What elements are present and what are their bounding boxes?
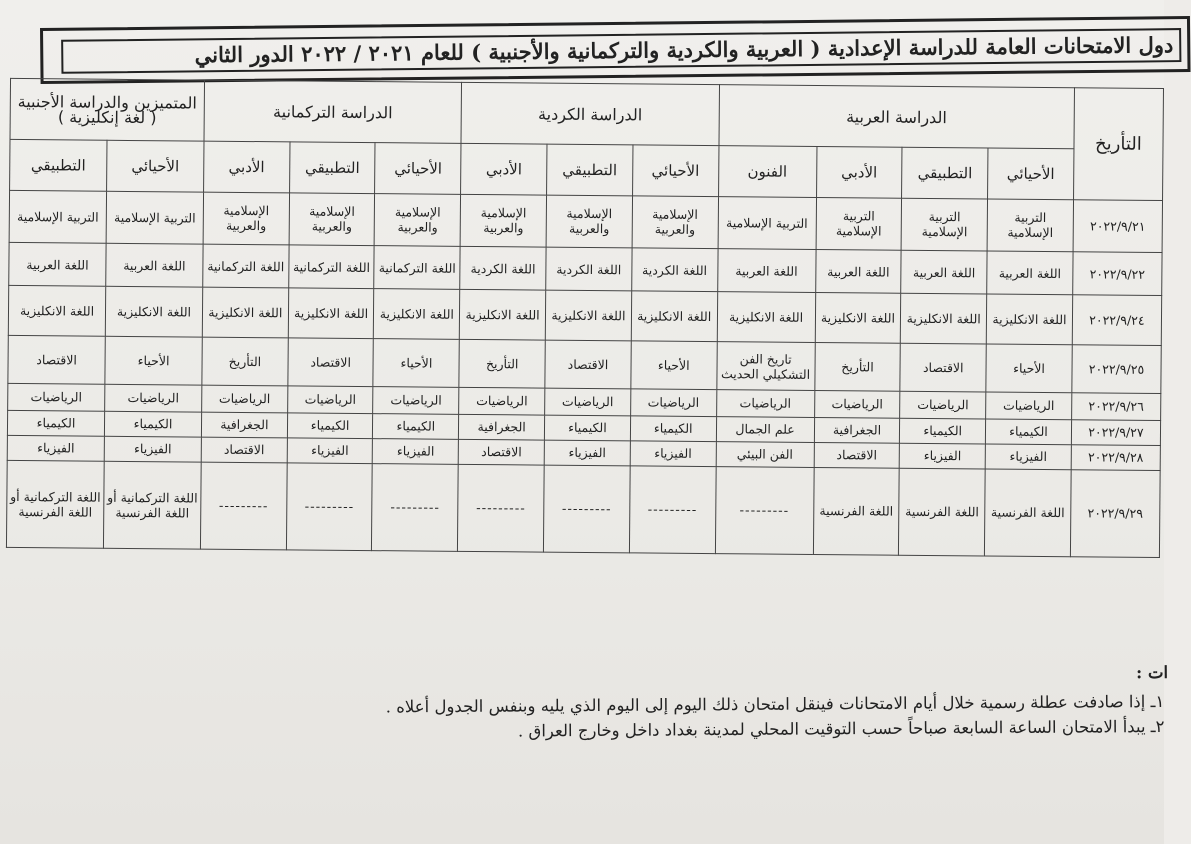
group-header: الدراسة التركمانية xyxy=(204,80,462,143)
subject-cell: الإسلامية والعربية xyxy=(289,193,375,246)
branch-column-header: التطبيقي xyxy=(902,147,988,199)
subject-cell: الفيزياء xyxy=(7,435,104,461)
date-cell: ٢٠٢٢/٩/٢١ xyxy=(1073,200,1163,253)
subject-cell: علم الجمال xyxy=(716,417,814,443)
subject-cell: اللغة العربية xyxy=(815,249,901,293)
date-column-header: التأريخ xyxy=(1073,88,1163,201)
branch-column-header: الأحيائي xyxy=(988,148,1074,200)
subject-cell: اللغة الانكليزية xyxy=(374,289,460,340)
branch-column-header: الأدبي xyxy=(461,143,547,195)
subject-cell: الرياضيات xyxy=(105,384,202,412)
subject-cell: الأحياء xyxy=(373,339,459,387)
branch-column-header: الأحيائي xyxy=(375,143,461,195)
subject-cell: --------- xyxy=(715,466,814,554)
subject-cell: اللغة التركمانية xyxy=(203,244,289,288)
subject-cell: التربية الإسلامية xyxy=(901,198,987,251)
date-cell: ٢٠٢٢/٩/٢٥ xyxy=(1072,345,1162,394)
subject-cell: الكيمياء xyxy=(7,410,104,436)
subject-cell: الكيمياء xyxy=(287,413,373,439)
subject-cell: الإسلامية والعربية xyxy=(460,194,546,247)
table-row xyxy=(6,460,1160,557)
subject-cell: اللغة الانكليزية xyxy=(460,290,546,341)
subject-cell: الرياضيات xyxy=(814,390,900,418)
subject-cell: تاريخ الفن التشكيلي الحديث xyxy=(716,342,814,391)
subject-cell: الفيزياء xyxy=(104,436,201,462)
date-cell: ٢٠٢٢/٩/٢٨ xyxy=(1071,445,1160,471)
exam-schedule-table xyxy=(6,78,1164,558)
subject-cell: اللغة الانكليزية xyxy=(901,294,987,345)
branch-column-header: الأحيائي xyxy=(632,145,718,197)
subject-cell: الاقتصاد xyxy=(8,336,105,385)
subject-cell: اللغة الفرنسية xyxy=(985,469,1072,557)
subject-cell: التربية الإسلامية xyxy=(816,197,902,250)
subject-cell: الفيزياء xyxy=(985,444,1071,470)
date-cell: ٢٠٢٢/٩/٢٧ xyxy=(1071,420,1160,446)
subject-cell: --------- xyxy=(629,466,716,554)
subject-cell: الكيمياء xyxy=(104,411,201,437)
branch-column-header: الأدبي xyxy=(816,146,902,198)
subject-cell: الاقتصاد xyxy=(900,343,986,391)
subject-cell: التربية الإسلامية xyxy=(9,190,106,243)
subject-cell: الفن البيئي xyxy=(716,441,814,467)
subject-cell: --------- xyxy=(543,465,630,553)
subject-cell: التربية الإسلامية xyxy=(987,199,1073,252)
document-title: دول الامتحانات العامة للدراسة الإعدادية ( العربية والكردية والتركمانية والأجنبية ) للعام ٢٠٢١ / ٢٠٢٢ الدور الثاني xyxy=(61,28,1181,74)
subject-cell: الاقتصاد xyxy=(288,338,374,386)
table-header xyxy=(10,78,1164,200)
subject-cell: الجغرافية xyxy=(201,412,287,438)
notes-section xyxy=(380,660,1169,744)
subject-cell: الكيمياء xyxy=(900,418,986,444)
subject-cell: الرياضيات xyxy=(716,390,814,418)
subject-cell: الرياضيات xyxy=(986,392,1072,420)
exam-schedule-table-wrap xyxy=(6,78,1164,558)
subject-cell: الكيمياء xyxy=(373,414,459,440)
subject-cell: الفيزياء xyxy=(630,441,716,467)
subject-cell: اللغة الانكليزية xyxy=(631,291,717,342)
branch-column-header: الأدبي xyxy=(204,141,290,193)
subject-cell: اللغة التركمانية xyxy=(288,245,374,289)
subject-cell: الفيزياء xyxy=(544,440,630,466)
note-number: ٢ـ xyxy=(1150,716,1165,737)
subject-cell: التأريخ xyxy=(202,337,288,385)
subject-cell: الرياضيات xyxy=(630,389,716,417)
group-header: الدراسة الكردية xyxy=(461,82,719,145)
subject-cell: اللغة الفرنسية xyxy=(813,467,900,555)
subject-cell: اللغة الانكليزية xyxy=(986,294,1072,345)
subject-cell: التربية الإسلامية xyxy=(106,191,203,244)
subject-cell: اللغة الفرنسية xyxy=(899,468,986,556)
branch-column-header: التطبيقي xyxy=(10,139,107,191)
table-body xyxy=(6,190,1162,557)
subject-cell: اللغة الانكليزية xyxy=(202,288,288,339)
subject-cell: الرياضيات xyxy=(545,388,631,416)
branch-column-header: الفنون xyxy=(718,146,816,198)
subject-cell: الأحياء xyxy=(105,337,202,386)
subject-cell: اللغة الكردية xyxy=(632,248,718,292)
date-cell: ٢٠٢٢/٩/٢٢ xyxy=(1073,252,1162,296)
subject-cell: الإسلامية والعربية xyxy=(546,195,632,248)
subject-cell: اللغة الكردية xyxy=(546,247,632,291)
subject-cell: اللغة الانكليزية xyxy=(105,287,202,338)
note-text: إذا صادفت عطلة رسمية خلال أيام الامتحانات فينقل امتحان ذلك اليوم إلى اليوم الذي يليه وبنفس الجدول أعلاه . xyxy=(385,692,1146,717)
subject-cell: --------- xyxy=(200,462,287,550)
subject-cell: الكيمياء xyxy=(544,415,630,441)
subject-cell: الكيمياء xyxy=(986,419,1072,445)
subject-cell: الرياضيات xyxy=(8,383,105,411)
subject-cell: الاقتصاد xyxy=(814,442,900,468)
group-header: الدراسة العربية xyxy=(719,85,1075,149)
subject-cell: الاقتصاد xyxy=(458,439,544,465)
subject-cell: الإسلامية والعربية xyxy=(375,194,461,247)
subject-cell: اللغة العربية xyxy=(901,250,987,294)
subject-cell: التربية الإسلامية xyxy=(718,197,816,250)
date-cell: ٢٠٢٢/٩/٢٩ xyxy=(1070,469,1160,557)
subject-cell: الإسلامية والعربية xyxy=(632,196,718,249)
subject-cell: اللغة التركمانية أو اللغة الفرنسية xyxy=(103,461,201,549)
note-text: يبدأ الامتحان الساعة السابعة صباحاً حسب التوقيت المحلي لمدينة بغداد داخل وخارج العراق . xyxy=(517,717,1146,741)
subject-cell: الأحياء xyxy=(631,341,717,389)
header-row-groups xyxy=(10,78,1163,149)
subject-cell: التأريخ xyxy=(459,340,545,388)
subject-cell: الرياضيات xyxy=(287,386,373,414)
subject-cell: الرياضيات xyxy=(459,387,545,415)
subject-cell: اللغة العربية xyxy=(987,251,1073,295)
subject-cell: اللغة العربية xyxy=(106,243,203,287)
subject-cell: الرياضيات xyxy=(202,385,288,413)
subject-cell: --------- xyxy=(286,463,373,551)
subject-cell: --------- xyxy=(458,464,545,552)
date-cell: ٢٠٢٢/٩/٢٦ xyxy=(1071,393,1160,421)
subject-cell: اللغة العربية xyxy=(717,248,815,292)
subject-cell: الفيزياء xyxy=(287,438,373,464)
subject-cell: الاقتصاد xyxy=(545,340,631,388)
group-header: المتميزين والدراسة الأجنبية ( لغة إنكليزية ) xyxy=(10,78,204,141)
subject-cell: الفيزياء xyxy=(900,443,986,469)
notes-header: ات : xyxy=(1136,662,1169,683)
subject-cell: الجغرافية xyxy=(459,414,545,440)
subject-cell: الفيزياء xyxy=(373,438,459,464)
subject-cell: اللغة التركمانية أو اللغة الفرنسية xyxy=(6,460,104,548)
subject-cell: --------- xyxy=(372,463,459,551)
subject-cell: الإسلامية والعربية xyxy=(203,192,289,245)
branch-column-header: التطبيقي xyxy=(547,144,633,196)
note-number: ١ـ xyxy=(1150,691,1165,712)
subject-cell: اللغة الكردية xyxy=(460,246,546,290)
subject-cell: اللغة الانكليزية xyxy=(8,286,105,337)
subject-cell: اللغة التركمانية xyxy=(374,245,460,289)
subject-cell: الاقتصاد xyxy=(201,437,287,463)
subject-cell: الجغرافية xyxy=(814,417,900,443)
title-frame xyxy=(40,16,1191,84)
subject-cell: الكيمياء xyxy=(630,416,716,442)
subject-cell: التأريخ xyxy=(814,343,900,391)
subject-cell: الرياضيات xyxy=(900,391,986,419)
subject-cell: اللغة الانكليزية xyxy=(815,293,901,344)
subject-cell: الأحياء xyxy=(986,344,1072,392)
branch-column-header: الأحيائي xyxy=(107,140,204,192)
branch-column-header: التطبيقي xyxy=(289,142,375,194)
subject-cell: اللغة الانكليزية xyxy=(545,291,631,342)
subject-cell: اللغة الانكليزية xyxy=(288,288,374,339)
subject-cell: اللغة الانكليزية xyxy=(717,292,815,343)
subject-cell: اللغة العربية xyxy=(9,242,106,286)
date-cell: ٢٠٢٢/٩/٢٤ xyxy=(1072,295,1162,346)
subject-cell: الرياضيات xyxy=(373,387,459,415)
